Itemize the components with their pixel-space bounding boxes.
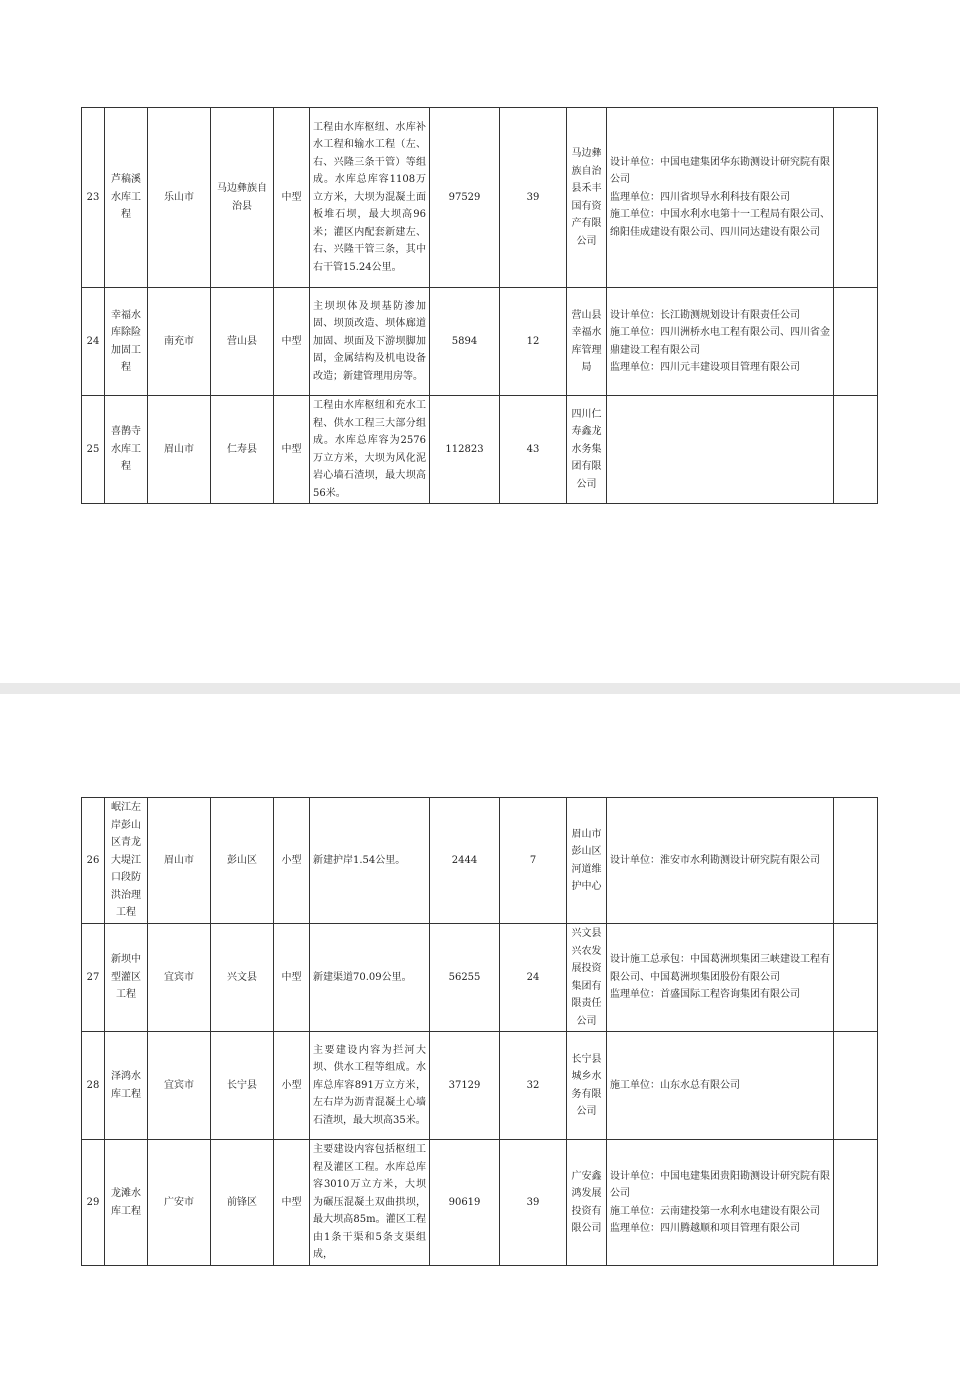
project-owner: 广安鑫鸿发展投资有限公司 [567, 1140, 607, 1266]
project-table-page-1 [81, 107, 878, 504]
participating-units [607, 798, 834, 924]
county: 长宁县 [211, 1032, 274, 1140]
scale: 中型 [274, 924, 310, 1032]
project-name: 龙滩水库工程 [105, 1140, 148, 1266]
participating-units [607, 1140, 834, 1266]
remark [834, 798, 878, 924]
project-owner: 营山县幸福水库管理局 [567, 288, 607, 396]
scale: 中型 [274, 1140, 310, 1266]
total-investment: 112823 [430, 396, 500, 504]
table-row [82, 396, 878, 504]
unit-entry: 施工单位：四川洲桥水电工程有限公司、四川省金鼎建设工程有限公司 [610, 327, 830, 356]
construction-content: 新建护岸1.54公里。 [310, 798, 430, 924]
project-name: 泽鸿水库工程 [105, 1032, 148, 1140]
document-page-2 [0, 694, 960, 1379]
row-number: 29 [82, 1140, 105, 1266]
table-row [82, 924, 878, 1032]
remark [834, 1032, 878, 1140]
unit-entry: 设计施工总承包：中国葛洲坝集团三峡建设工程有限公司、中国葛洲坝集团股份有限公司 [610, 954, 830, 983]
unit-entry: 监理单位：四川省坝导水利科技有限公司 [610, 191, 790, 203]
project-name: 喜鹊寺水库工程 [105, 396, 148, 504]
total-investment: 56255 [430, 924, 500, 1032]
unit-entry: 施工单位：山东水总有限公司 [610, 1079, 740, 1091]
total-investment: 90619 [430, 1140, 500, 1266]
project-name: 新坝中型灌区工程 [105, 924, 148, 1032]
construction-content: 主要建设内容为拦河大坝、供水工程等组成。水库总库容891万立方米，左右岸为沥青混凝土心墙石渣坝，最大坝高35米。 [310, 1032, 430, 1140]
city: 眉山市 [148, 798, 211, 924]
construction-duration: 32 [500, 1032, 567, 1140]
table-row [82, 108, 878, 288]
project-owner: 四川仁寿鑫龙水务集团有限公司 [567, 396, 607, 504]
unit-entry: 设计单位：长江勘测规划设计有限责任公司 [610, 309, 800, 321]
scale: 小型 [274, 1032, 310, 1140]
row-number: 28 [82, 1032, 105, 1140]
unit-entry: 监理单位：四川腾越顺和项目管理有限公司 [610, 1223, 800, 1234]
construction-duration: 7 [500, 798, 567, 924]
row-number: 25 [82, 396, 105, 504]
total-investment: 37129 [430, 1032, 500, 1140]
scale: 中型 [274, 288, 310, 396]
project-name: 岷江左岸彭山区青龙大堤江口段防洪治理工程 [105, 798, 148, 924]
participating-units [607, 396, 834, 504]
document-page-1 [0, 0, 960, 683]
scale: 中型 [274, 396, 310, 504]
project-owner: 长宁县城乡水务有限公司 [567, 1032, 607, 1140]
unit-entry: 监理单位：首盛国际工程咨询集团有限公司 [610, 989, 800, 1001]
unit-entry: 施工单位：中国水利水电第十一工程局有限公司、绵阳佳成建设有限公司、四川同达建设有限公司 [610, 209, 830, 238]
row-number: 26 [82, 798, 105, 924]
table-row [82, 1140, 878, 1266]
project-owner: 兴文县兴农发展投资集团有限责任公司 [567, 924, 607, 1032]
remark [834, 288, 878, 396]
county: 前锋区 [211, 1140, 274, 1266]
project-owner: 眉山市彭山区河道维护中心 [567, 798, 607, 924]
unit-entry: 设计单位：淮安市水利勘测设计研究院有限公司 [610, 854, 820, 866]
construction-duration: 12 [500, 288, 567, 396]
row-number: 23 [82, 108, 105, 288]
construction-content: 新建渠道70.09公里。 [310, 924, 430, 1032]
total-investment: 97529 [430, 108, 500, 288]
project-name: 芦稿溪水库工程 [105, 108, 148, 288]
county: 彭山区 [211, 798, 274, 924]
unit-entry: 设计单位：中国电建集团华东勘测设计研究院有限公司 [610, 156, 830, 186]
county: 营山县 [211, 288, 274, 396]
table-row [82, 798, 878, 924]
city: 宜宾市 [148, 1032, 211, 1140]
remark [834, 924, 878, 1032]
unit-entry: 设计单位：中国电建集团贵阳勘测设计研究院有限公司 [610, 1170, 830, 1199]
construction-duration: 43 [500, 396, 567, 504]
project-table-page-2 [81, 797, 878, 1266]
construction-duration: 24 [500, 924, 567, 1032]
county: 兴文县 [211, 924, 274, 1032]
county: 仁寿县 [211, 396, 274, 504]
scale: 小型 [274, 798, 310, 924]
city: 乐山市 [148, 108, 211, 288]
participating-units [607, 288, 834, 396]
project-name: 幸福水库除险加固工程 [105, 288, 148, 396]
construction-content: 工程由水库枢纽、水库补水工程和输水工程（左、右、兴隆三条干管）等组成。水库总库容1108万立方米，大坝为混凝土面板堆石坝，最大坝高96米；灌区内配套新建左、右、兴隆干管三条，其中右干管15.24公里。 [310, 108, 430, 288]
row-number: 24 [82, 288, 105, 396]
row-number: 27 [82, 924, 105, 1032]
table-row [82, 1032, 878, 1140]
city: 广安市 [148, 1140, 211, 1266]
unit-entry: 施工单位：云南建投第一水利水电建设有限公司 [610, 1205, 820, 1217]
construction-content: 主坝坝体及坝基防渗加固、坝顶改造、坝体廊道加固、坝面及下游坝脚加固，金属结构及机电设备改造；新建管理用房等。 [310, 288, 430, 396]
participating-units [607, 108, 834, 288]
city: 南充市 [148, 288, 211, 396]
total-investment: 2444 [430, 798, 500, 924]
remark [834, 1140, 878, 1266]
county: 马边彝族自治县 [211, 108, 274, 288]
construction-duration: 39 [500, 108, 567, 288]
construction-content: 主要建设内容包括枢纽工程及灌区工程。水库总库容3010万立方米，大坝为碾压混凝土双曲拱坝，最大坝高85m。灌区工程由1条干渠和5条支渠组成， [310, 1140, 430, 1266]
participating-units [607, 924, 834, 1032]
scale: 中型 [274, 108, 310, 288]
project-owner: 马边彝族自治县禾丰国有资产有限公司 [567, 108, 607, 288]
city: 眉山市 [148, 396, 211, 504]
remark [834, 108, 878, 288]
participating-units [607, 1032, 834, 1140]
construction-duration: 39 [500, 1140, 567, 1266]
unit-entry: 监理单位：四川元丰建设项目管理有限公司 [610, 362, 800, 373]
construction-content: 工程由水库枢纽和充水工程、供水工程三大部分组成。水库总库容为2576万立方米，大坝为风化泥岩心墙石渣坝，最大坝高56米。 [310, 396, 430, 504]
table-row [82, 288, 878, 396]
city: 宜宾市 [148, 924, 211, 1032]
total-investment: 5894 [430, 288, 500, 396]
remark [834, 396, 878, 504]
